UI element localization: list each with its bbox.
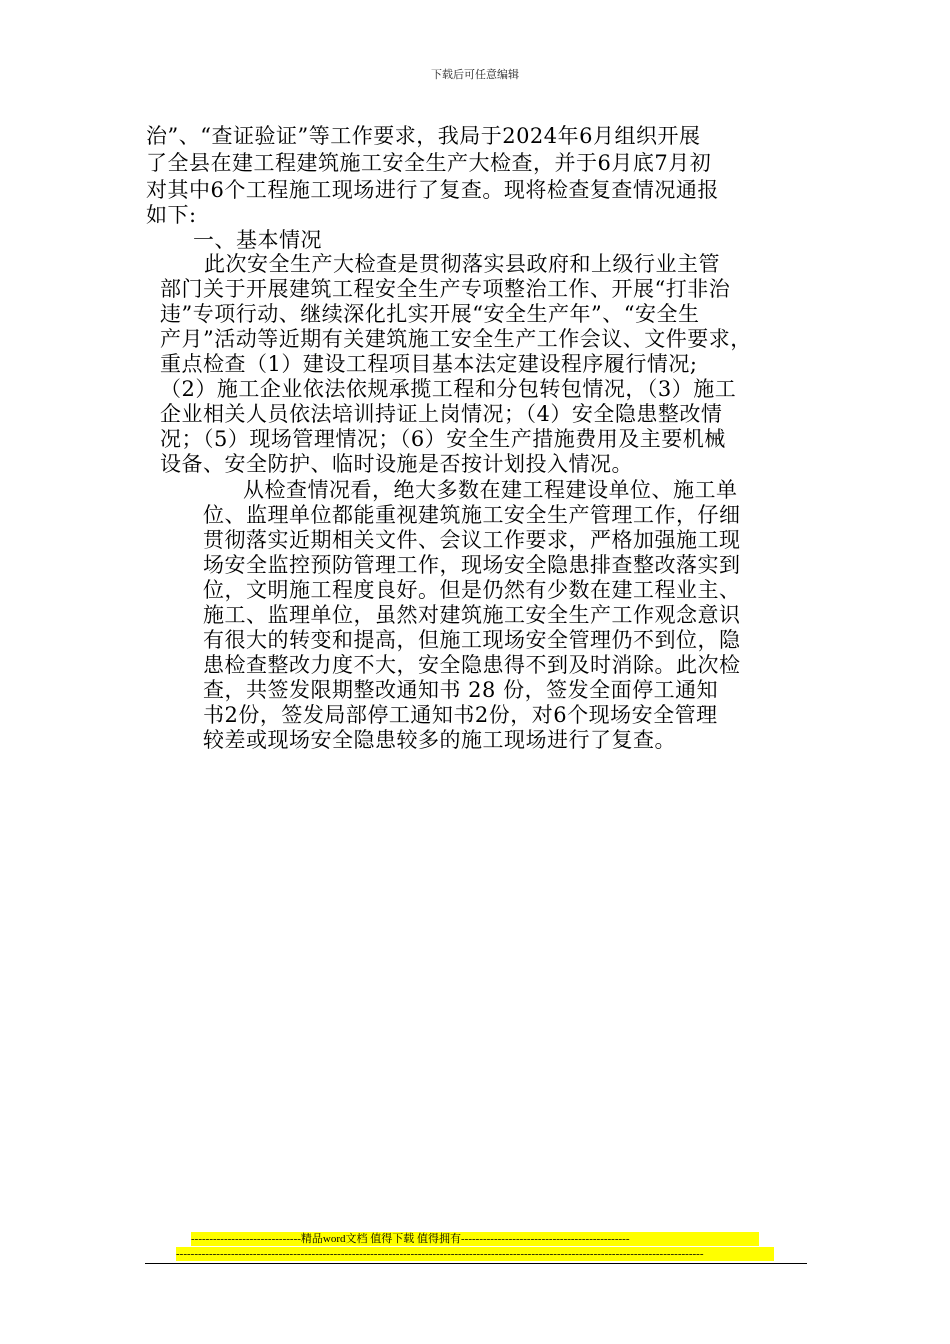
body-line: 书2份，签发局部停工通知书2份，对6个现场安全管理	[203, 703, 718, 727]
body-line: 贯彻落实近期相关文件、会议工作要求，严格加强施工现	[203, 528, 741, 552]
body-line: 如下:	[146, 203, 197, 227]
body-line: 况；（5）现场管理情况；（6）安全生产措施费用及主要机械	[160, 427, 726, 451]
body-line: 从检查情况看，绝大多数在建工程建设单位、施工单	[243, 478, 738, 502]
page-header-note: 下载后可任意编辑	[431, 68, 519, 81]
footer-dash-line: ------------------------------------------------------------------------------------------------------------------------------------------------	[176, 1247, 774, 1261]
body-line: 此次安全生产大检查是贯彻落实县政府和上级行业主管	[204, 252, 720, 276]
body-line: 设备、安全防护、临时设施是否按计划投入情况。	[160, 452, 633, 476]
body-line: 重点检查（1）建设工程项目基本法定建设程序履行情况;	[160, 352, 698, 376]
body-line: 查，共签发限期整改通知书 28 份，签发全面停工通知	[203, 678, 719, 702]
body-line: 位，文明施工程度良好。但是仍然有少数在建工程业主、	[203, 578, 741, 602]
section-heading: 一、基本情况	[193, 228, 322, 252]
body-line: 患检查整改力度不大，安全隐患得不到及时消除。此次检	[203, 653, 741, 677]
body-line: 了全县在建工程建筑施工安全生产大检查，并于6月底7月初	[146, 151, 712, 175]
body-line: 场安全监控预防管理工作，现场安全隐患排查整改落实到	[203, 553, 741, 577]
body-line: 违”专项行动、继续深化扎实开展“安全生产年”、“安全生	[160, 302, 700, 326]
body-line: 治”、“查证验证”等工作要求，我局于2024年6月组织开展	[146, 124, 701, 148]
body-line: 位、监理单位都能重视建筑施工安全生产管理工作，仔细	[203, 503, 741, 527]
footer-rule	[145, 1263, 807, 1264]
body-line: 有很大的转变和提高，但施工现场安全管理仍不到位，隐	[203, 628, 741, 652]
body-line: 较差或现场安全隐患较多的施工现场进行了复查。	[203, 728, 676, 752]
footer-promo-line: ------------------------------精品word文档 值得下载 值得拥有----------------------------------------------	[191, 1232, 759, 1246]
body-line: 部门关于开展建筑工程安全生产专项整治工作、开展“打非治	[160, 277, 731, 301]
body-line: 企业相关人员依法培训持证上岗情况；（4）安全隐患整改情	[160, 402, 723, 426]
body-line: 施工、监理单位，虽然对建筑施工安全生产工作观念意识	[203, 603, 741, 627]
body-line: 产月”活动等近期有关建筑施工安全生产工作会议、文件要求，	[160, 327, 752, 351]
body-line: 对其中6个工程施工现场进行了复查。现将检查复查情况通报	[146, 178, 719, 202]
body-line: （2）施工企业依法依规承揽工程和分包转包情况，（3）施工	[160, 377, 737, 401]
